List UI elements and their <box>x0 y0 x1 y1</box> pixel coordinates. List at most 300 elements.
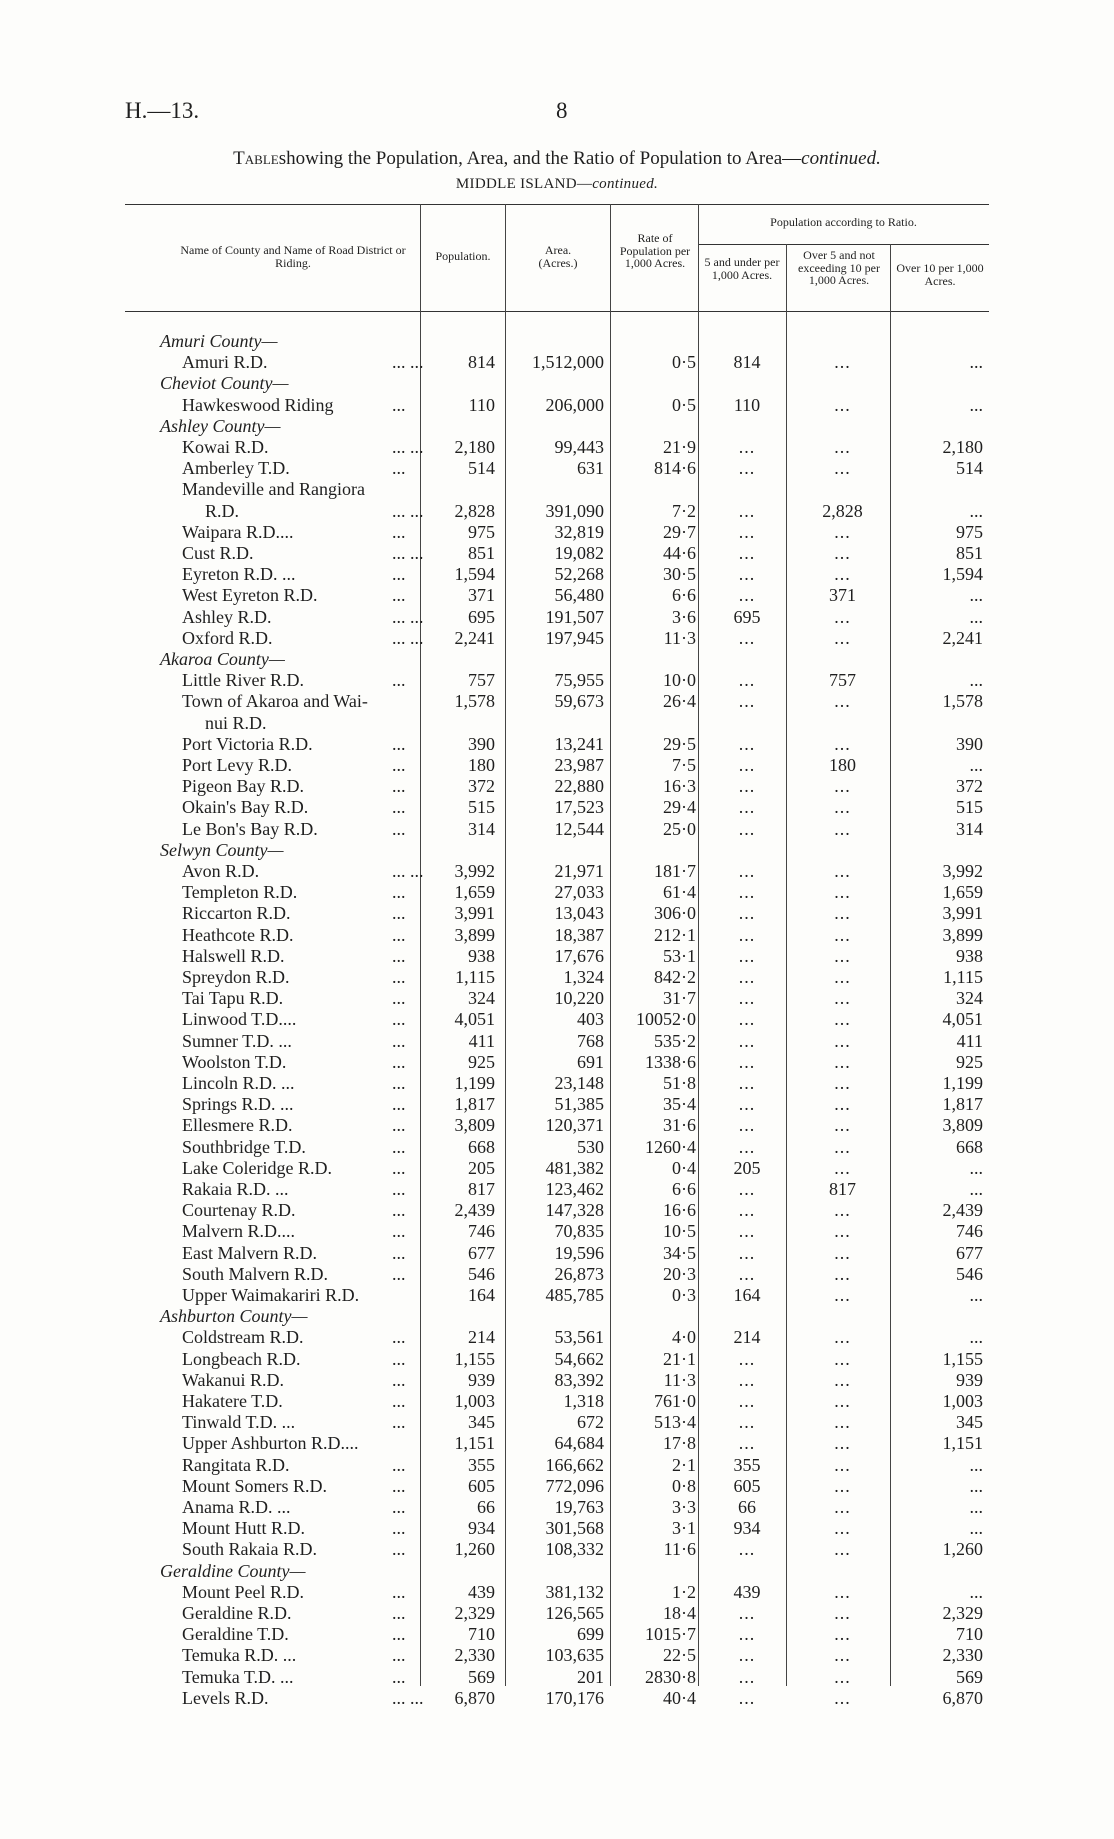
table-title <box>0 148 1114 170</box>
ratio-low-cell: ... <box>738 1369 756 1390</box>
rate-cell: 29·7 <box>663 521 696 542</box>
ratio-high-cell: ... <box>969 1454 983 1475</box>
district-name: West Eyreton R.D. <box>182 585 318 606</box>
ratio-mid-cell: ... <box>834 1454 851 1475</box>
table-row <box>0 1582 1114 1603</box>
population-cell: 817 <box>468 1179 495 1199</box>
leader-dots: ... ... <box>392 543 424 563</box>
ratio-low-cell: ... <box>738 755 756 775</box>
rate-cell: 842·2 <box>654 967 696 987</box>
rate-cell: 535·2 <box>654 1030 696 1051</box>
district-name: Lincoln R.D. ... <box>182 1073 295 1093</box>
table-row <box>0 1624 1114 1645</box>
leader-dots: ... ... <box>392 627 424 648</box>
district-name: South Rakaia R.D. <box>182 1539 317 1560</box>
area-cell: 147,328 <box>545 1200 604 1221</box>
area-cell: 108,332 <box>545 1539 604 1560</box>
col-header-group: Population according to Ratio. <box>770 215 917 229</box>
table-row <box>0 1603 1114 1624</box>
leader-dots: ... <box>392 1624 406 1645</box>
table-row <box>0 1094 1114 1115</box>
col-header-population: Population. <box>435 249 491 263</box>
ratio-low-cell: 205 <box>733 1157 761 1178</box>
ratio-mid-cell: ... <box>834 1242 851 1263</box>
district-name: Le Bon's Bay R.D. <box>182 818 318 839</box>
header-bottom-rule <box>125 311 989 312</box>
population-cell: 1,115 <box>455 967 495 987</box>
ratio-mid-cell: ... <box>834 1645 851 1666</box>
ratio-high-cell: ... <box>969 1497 983 1517</box>
ratio-high-cell: 1,659 <box>942 882 983 903</box>
ratio-high-cell: 2,329 <box>942 1603 983 1623</box>
county-name: Ashley County— <box>160 415 281 436</box>
table-row <box>0 1476 1114 1497</box>
ratio-high-cell: 2,439 <box>942 1200 983 1221</box>
population-cell: 2,180 <box>454 437 495 457</box>
rate-cell: 40·4 <box>663 1687 696 1708</box>
population-cell: 180 <box>468 755 495 775</box>
area-cell: 191,507 <box>545 606 604 627</box>
district-name: R.D. <box>205 500 240 521</box>
col-header-ratio-low: 5 and under per 1,000 Acres. <box>704 255 780 282</box>
rate-cell: 0·5 <box>672 394 696 415</box>
rate-cell: 31·7 <box>663 988 696 1009</box>
table-row <box>0 861 1114 882</box>
ratio-high-cell: 1,199 <box>942 1073 983 1093</box>
ratio-mid-cell: ... <box>834 352 851 373</box>
area-cell: 103,635 <box>545 1645 604 1666</box>
ratio-mid-cell: ... <box>834 733 851 754</box>
county-heading-row <box>0 331 1114 352</box>
table-top-rule <box>125 204 989 205</box>
table-row <box>0 1688 1114 1709</box>
ratio-high-cell: ... <box>969 670 983 691</box>
table-row <box>0 946 1114 967</box>
table-row <box>0 395 1114 416</box>
ratio-low-cell: ... <box>738 967 756 987</box>
area-cell: 83,392 <box>554 1369 604 1390</box>
ratio-low-cell: ... <box>738 1348 756 1369</box>
leader-dots: ... <box>392 988 406 1009</box>
population-cell: 757 <box>468 670 495 691</box>
leader-dots: ... <box>392 1094 406 1115</box>
population-cell: 214 <box>468 1327 495 1348</box>
ratio-high-cell: 1,115 <box>943 967 983 987</box>
population-cell: 2,241 <box>454 627 495 648</box>
table-row <box>0 1391 1114 1412</box>
rate-cell: 26·4 <box>663 691 696 712</box>
table-row <box>0 1412 1114 1433</box>
ratio-high-cell: 372 <box>956 776 983 797</box>
ratio-mid-cell: ... <box>834 1666 851 1687</box>
leader-dots: ... <box>392 458 406 479</box>
ratio-low-cell: ... <box>738 882 756 903</box>
ratio-mid-cell: ... <box>834 1391 851 1411</box>
ratio-mid-cell: ... <box>834 967 851 987</box>
district-name: Port Victoria R.D. <box>182 733 313 754</box>
ratio-high-cell: 324 <box>956 988 983 1009</box>
ratio-high-cell: 2,330 <box>942 1645 983 1666</box>
ratio-low-cell: 164 <box>733 1285 761 1305</box>
population-cell: 546 <box>468 1263 495 1284</box>
ratio-mid-cell: ... <box>834 1369 851 1390</box>
ratio-mid-cell: 2,828 <box>822 500 863 521</box>
area-cell: 54,662 <box>554 1348 604 1369</box>
table-row <box>0 1497 1114 1518</box>
district-name: Ellesmere R.D. <box>182 1115 293 1136</box>
population-cell: 345 <box>468 1412 495 1433</box>
leader-dots: ... <box>392 1073 406 1093</box>
leader-dots: ... <box>392 924 406 945</box>
district-name: Lake Coleridge R.D. <box>182 1157 332 1178</box>
county-heading-row <box>0 840 1114 861</box>
table-row <box>0 1539 1114 1560</box>
county-heading-row <box>0 649 1114 670</box>
leader-dots: ... <box>392 1348 406 1369</box>
county-heading-row <box>0 1306 1114 1327</box>
area-cell: 64,684 <box>554 1433 604 1454</box>
col-header-ratio-mid: Over 5 and not exceeding 10 per 1,000 Acres. <box>798 248 880 288</box>
rate-cell: 31·6 <box>663 1115 696 1136</box>
leader-dots: ... <box>392 1391 406 1411</box>
rate-cell: 30·5 <box>663 564 696 585</box>
area-cell: 17,676 <box>554 945 604 966</box>
population-cell: 324 <box>468 988 495 1009</box>
ratio-mid-cell: 371 <box>829 585 856 606</box>
population-cell: 1,155 <box>454 1348 495 1369</box>
table-row <box>0 1327 1114 1348</box>
ratio-high-cell: ... <box>969 500 983 521</box>
rate-cell: 11·3 <box>663 1369 696 1390</box>
table-row <box>0 988 1114 1009</box>
rate-cell: 11·6 <box>663 1539 696 1560</box>
ratio-low-cell: 439 <box>733 1581 761 1602</box>
ratio-low-cell: ... <box>738 1242 756 1263</box>
ratio-low-cell: ... <box>738 988 756 1009</box>
rate-cell: 61·4 <box>663 882 696 903</box>
population-cell: 1,817 <box>454 1094 495 1115</box>
ratio-mid-cell: ... <box>834 1094 851 1115</box>
ratio-mid-cell: ... <box>834 1200 851 1221</box>
ratio-high-cell: ... <box>969 755 983 775</box>
ratio-high-cell: 1,151 <box>942 1433 983 1454</box>
population-cell: 710 <box>468 1624 495 1645</box>
ratio-mid-cell: ... <box>834 818 851 839</box>
ratio-mid-cell: ... <box>834 1030 851 1051</box>
ratio-high-cell: 1,260 <box>942 1539 983 1560</box>
rate-cell: 181·7 <box>654 861 696 881</box>
ratio-low-cell: ... <box>738 776 756 797</box>
ratio-mid-cell: ... <box>834 1221 851 1242</box>
area-cell: 123,462 <box>545 1179 604 1199</box>
rate-cell: 51·8 <box>663 1073 696 1093</box>
area-cell: 17,523 <box>554 797 604 818</box>
population-cell: 2,329 <box>454 1603 495 1623</box>
district-name: Temuka R.D. ... <box>182 1645 297 1666</box>
district-name: Avon R.D. <box>182 861 260 881</box>
area-cell: 672 <box>577 1412 604 1433</box>
ratio-high-cell: 1,578 <box>942 691 983 712</box>
rate-cell: 3·1 <box>672 1518 696 1539</box>
county-heading-row <box>0 416 1114 437</box>
ratio-mid-cell: ... <box>834 1073 851 1093</box>
area-cell: 51,385 <box>554 1094 604 1115</box>
area-cell: 59,673 <box>554 691 604 712</box>
area-cell: 126,565 <box>545 1603 604 1623</box>
ratio-high-cell: 975 <box>956 521 983 542</box>
table-row <box>0 1243 1114 1264</box>
ratio-mid-cell: ... <box>834 945 851 966</box>
table-row <box>0 967 1114 988</box>
ratio-low-cell: ... <box>738 1136 756 1157</box>
ratio-mid-cell: ... <box>834 543 851 563</box>
leader-dots: ... ... <box>392 1687 424 1708</box>
district-name: Geraldine T.D. <box>182 1624 289 1645</box>
population-cell: 372 <box>468 776 495 797</box>
population-cell: 3,991 <box>454 903 495 924</box>
ratio-high-cell: 1,594 <box>942 564 983 585</box>
ratio-high-cell: 3,991 <box>942 903 983 924</box>
population-cell: 975 <box>468 521 495 542</box>
table-row <box>0 691 1114 712</box>
area-cell: 1,318 <box>563 1391 604 1411</box>
ratio-low-cell: ... <box>738 521 756 542</box>
rate-cell: 1015·7 <box>645 1624 696 1645</box>
col-header-name: Name of County and Name of Road District or Riding. <box>180 243 406 270</box>
table-row <box>0 458 1114 479</box>
ratio-mid-cell: ... <box>834 882 851 903</box>
ratio-high-cell: 710 <box>956 1624 983 1645</box>
district-name: Eyreton R.D. ... <box>182 564 296 585</box>
area-cell: 197,945 <box>545 627 604 648</box>
rate-cell: 29·5 <box>663 733 696 754</box>
district-name: Sumner T.D. ... <box>182 1030 292 1051</box>
ratio-low-cell: ... <box>738 1263 756 1284</box>
ratio-high-cell: 6,870 <box>942 1687 983 1708</box>
ratio-mid-cell: ... <box>834 1603 851 1623</box>
table-row <box>0 543 1114 564</box>
table-row <box>0 479 1114 500</box>
district-name: Levels R.D. <box>182 1687 269 1708</box>
area-cell: 23,148 <box>554 1073 604 1093</box>
leader-dots: ... <box>392 1179 406 1199</box>
ratio-high-cell: 515 <box>956 797 983 818</box>
district-name: Okain's Bay R.D. <box>182 797 309 818</box>
table-row <box>0 797 1114 818</box>
population-cell: 851 <box>468 543 495 563</box>
district-name: Temuka T.D. ... <box>182 1666 294 1687</box>
ratio-mid-cell: ... <box>834 521 851 542</box>
leader-dots: ... ... <box>392 861 424 881</box>
table-row <box>0 776 1114 797</box>
county-heading-row <box>0 373 1114 394</box>
table-row <box>0 1115 1114 1136</box>
area-cell: 1,512,000 <box>532 352 604 373</box>
title-prefix: Table <box>233 148 279 169</box>
county-name: Geraldine County— <box>160 1560 306 1581</box>
population-cell: 515 <box>468 797 495 818</box>
district-name: Upper Waimakariri R.D. <box>182 1285 360 1305</box>
district-name: Heathcote R.D. <box>182 924 294 945</box>
population-cell: 1,199 <box>454 1073 495 1093</box>
district-name: Templeton R.D. <box>182 882 298 903</box>
leader-dots: ... <box>392 1327 406 1348</box>
ratio-high-cell: ... <box>969 1285 983 1305</box>
district-name: Pigeon Bay R.D. <box>182 776 305 797</box>
population-cell: 205 <box>468 1157 495 1178</box>
district-name: Southbridge T.D. <box>182 1136 306 1157</box>
district-name: Wakanui R.D. <box>182 1369 285 1390</box>
ratio-mid-cell: ... <box>834 1009 851 1030</box>
ratio-low-cell: 355 <box>733 1454 761 1475</box>
district-name: Upper Ashburton R.D.... <box>182 1433 359 1454</box>
ratio-high-cell: 677 <box>956 1242 983 1263</box>
district-name: Rakaia R.D. ... <box>182 1179 289 1199</box>
ratio-mid-cell: ... <box>834 861 851 881</box>
leader-dots: ... <box>392 1051 406 1072</box>
district-name: South Malvern R.D. <box>182 1263 328 1284</box>
ratio-low-cell: ... <box>738 1221 756 1242</box>
population-cell: 3,809 <box>454 1115 495 1136</box>
leader-dots: ... ... <box>392 500 424 521</box>
table-row <box>0 437 1114 458</box>
district-name: Hawkeswood Riding <box>182 394 334 415</box>
leader-dots: ... <box>392 1666 406 1687</box>
table-row <box>0 1645 1114 1666</box>
area-cell: 53,561 <box>554 1327 604 1348</box>
leader-dots: ... <box>392 394 406 415</box>
ratio-mid-cell: ... <box>834 691 851 712</box>
ratio-high-cell: 345 <box>956 1412 983 1433</box>
table-row <box>0 607 1114 628</box>
rate-cell: 3·3 <box>672 1497 696 1517</box>
leader-dots: ... <box>392 1475 406 1496</box>
ratio-low-cell: ... <box>738 1115 756 1136</box>
ratio-high-cell: 1,155 <box>942 1348 983 1369</box>
population-cell: 314 <box>468 818 495 839</box>
leader-dots: ... <box>392 585 406 606</box>
district-name: Hakatere T.D. <box>182 1391 283 1411</box>
population-cell: 1,578 <box>454 691 495 712</box>
population-cell: 1,003 <box>454 1391 495 1411</box>
leader-dots: ... <box>392 1157 406 1178</box>
area-cell: 381,132 <box>545 1581 604 1602</box>
population-cell: 514 <box>468 458 495 479</box>
table-row <box>0 522 1114 543</box>
district-name: Malvern R.D.... <box>182 1221 295 1242</box>
rate-cell: 35·4 <box>663 1094 696 1115</box>
rate-cell: 17·8 <box>663 1433 696 1454</box>
leader-dots: ... <box>392 1136 406 1157</box>
table-row <box>0 1073 1114 1094</box>
district-name: Longbeach R.D. <box>182 1348 301 1369</box>
area-cell: 481,382 <box>545 1157 604 1178</box>
ratio-low-cell: ... <box>738 733 756 754</box>
table-row <box>0 1179 1114 1200</box>
district-name: nui R.D. <box>205 712 267 733</box>
table-row <box>0 1009 1114 1030</box>
county-name: Amuri County— <box>160 331 278 351</box>
table-row <box>0 670 1114 691</box>
leader-dots: ... <box>392 733 406 754</box>
area-cell: 1,324 <box>563 967 604 987</box>
rate-cell: 4·0 <box>672 1327 696 1348</box>
ratio-high-cell: 314 <box>956 818 983 839</box>
district-name: Geraldine R.D. <box>182 1603 292 1623</box>
leader-dots: ... <box>392 1369 406 1390</box>
population-cell: 677 <box>468 1242 495 1263</box>
ratio-mid-cell: ... <box>834 606 851 627</box>
area-cell: 18,387 <box>554 924 604 945</box>
ratio-mid-cell: ... <box>834 1051 851 1072</box>
area-cell: 166,662 <box>545 1454 604 1475</box>
area-cell: 26,873 <box>554 1263 604 1284</box>
ratio-low-cell: ... <box>738 543 756 563</box>
area-cell: 206,000 <box>545 394 604 415</box>
ratio-high-cell: 1,817 <box>942 1094 983 1115</box>
leader-dots: ... <box>392 1200 406 1221</box>
rate-cell: 10·5 <box>663 1221 696 1242</box>
population-cell: 1,260 <box>454 1539 495 1560</box>
ratio-low-cell: ... <box>738 818 756 839</box>
ratio-mid-cell: ... <box>834 1412 851 1433</box>
ratio-mid-cell: ... <box>834 1157 851 1178</box>
district-name: Riccarton R.D. <box>182 903 291 924</box>
table-row <box>0 1137 1114 1158</box>
population-cell: 668 <box>468 1136 495 1157</box>
ratio-low-cell: 110 <box>733 394 761 415</box>
ratio-low-cell: ... <box>738 670 756 691</box>
district-name: Halswell R.D. <box>182 945 285 966</box>
ratio-high-cell: 390 <box>956 733 983 754</box>
leader-dots: ... <box>392 1645 406 1666</box>
area-cell: 19,763 <box>554 1497 604 1517</box>
population-cell: 1,594 <box>454 564 495 585</box>
table-row <box>0 903 1114 924</box>
ratio-low-cell: ... <box>738 1094 756 1115</box>
subtitle-suffix: continued. <box>592 176 659 192</box>
area-cell: 75,955 <box>554 670 604 691</box>
area-cell: 22,880 <box>554 776 604 797</box>
district-name: Linwood T.D.... <box>182 1009 297 1030</box>
rate-cell: 1·2 <box>672 1581 696 1602</box>
leader-dots: ... <box>392 1030 406 1051</box>
area-cell: 530 <box>577 1136 604 1157</box>
population-cell: 3,992 <box>454 861 495 881</box>
rate-cell: 10052·0 <box>636 1009 696 1030</box>
table-row <box>0 1200 1114 1221</box>
area-cell: 391,090 <box>545 500 604 521</box>
ratio-high-cell: 925 <box>956 1051 983 1072</box>
district-name: Mount Peel R.D. <box>182 1581 305 1602</box>
population-cell: 411 <box>468 1030 495 1051</box>
table-row <box>0 1158 1114 1179</box>
rate-cell: 10·0 <box>663 670 696 691</box>
table-row <box>0 882 1114 903</box>
ratio-low-cell: ... <box>738 1539 756 1560</box>
ratio-low-cell: ... <box>738 924 756 945</box>
rate-cell: 21·9 <box>663 437 696 457</box>
ratio-low-cell: 814 <box>733 352 761 373</box>
table-row <box>0 352 1114 373</box>
rate-cell: 29·4 <box>663 797 696 818</box>
area-cell: 120,371 <box>545 1115 604 1136</box>
district-name: Amuri R.D. <box>182 352 268 373</box>
area-cell: 23,987 <box>554 755 604 775</box>
ratio-low-cell: ... <box>738 691 756 712</box>
district-name: Amberley T.D. <box>182 458 290 479</box>
population-cell: 814 <box>468 352 495 373</box>
